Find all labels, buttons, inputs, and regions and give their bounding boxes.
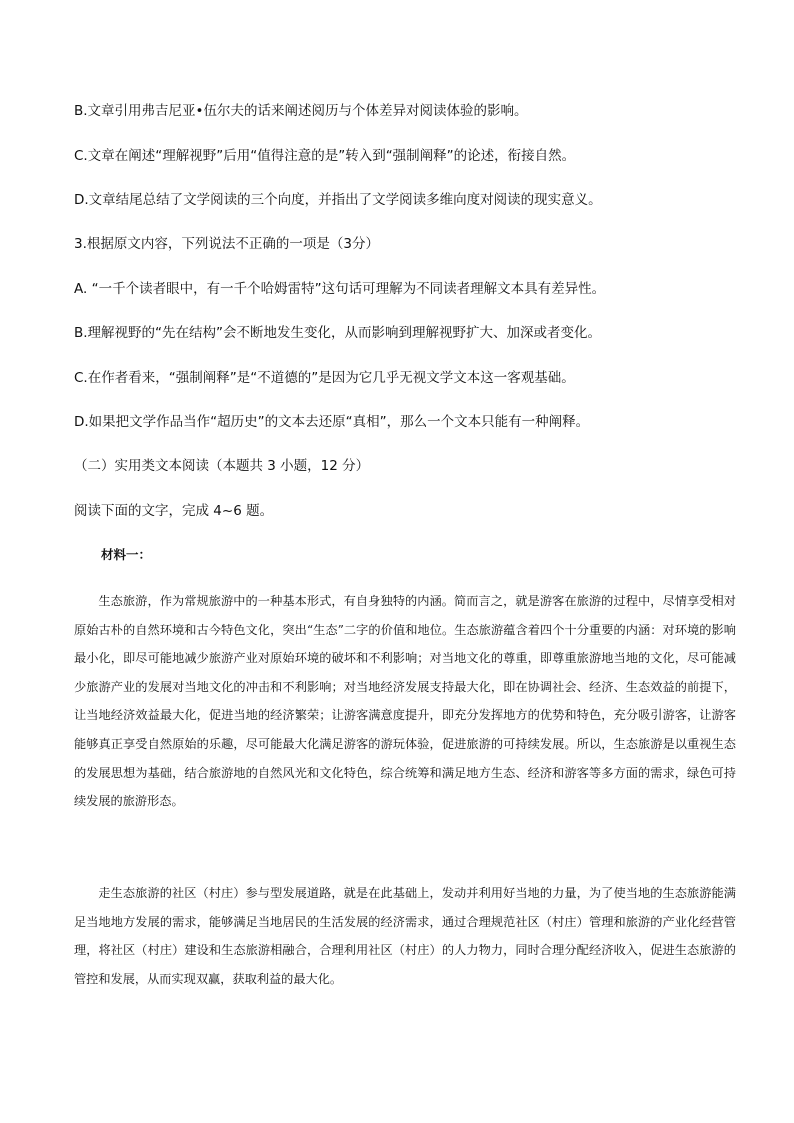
material-paragraph-2: 走生态旅游的社区（村庄）参与型发展道路，就是在此基础上，发动并利用好当地的力量，为了使当地的生态旅游能满足当地地方发展的需求，能够满足当地居民的生活发展的经济需求，通过合理规范社区（村庄）管理和旅游的产业化经营管理，将社区（村庄）建设和生态旅游相融合，合理利用社区（村庄）的人力物力，同时合理分配经济收入，促进生态旅游的管控和发展，从而实现双赢，获取利益的最大化。: [74, 886, 736, 986]
q2-option-b: B.文章引用弗吉尼亚•伍尔夫的话来阐述阅历与个体差异对阅读体验的影响。: [74, 103, 528, 119]
section-heading: （二）实用类文本阅读（本题共 3 小题，12 分）: [74, 458, 370, 474]
material-paragraph-1: 生态旅游，作为常规旅游中的一种基本形式，有自身独特的内涵。简而言之，就是游客在旅游的过程中，尽情享受相对原始古朴的自然环境和古今特色文化，突出“生态”二字的价值和地位。生态旅游蕴含着四个十分重要的内涵：对环境的影响最小化，即尽可能地减少旅游产业对原始环境的破坏和不利影响；对当地文化的尊重，即尊重旅游地当地的文化，尽可能减少旅游产业的发展对当地文化的冲击和不利影响；对当地经济发展支持最大化，即在协调社会、经济、生态效益的前提下，让当地经济效益最大化，促进当地的经济繁荣；让游客满意度提升，即充分发挥地方的优势和特色，充分吸引游客，让游客能够真正享受自然原始的乐趣，尽可能最大化满足游客的游玩体验，促进旅游的可持续发展。所以，生态旅游是以重视生态的发展思想为基础，结合旅游地的自然风光和文化特色，综合统筹和满足地方生态、经济和游客等多方面的需求，绿色可持续发展的旅游形态。: [74, 594, 736, 809]
q3-option-c: C.在作者看来，“强制阐释”是“不道德的”是因为它几乎无视文学文本这一客观基础。: [74, 370, 575, 386]
q3-option-d: D.如果把文学作品当作“超历史”的文本去还原“真相”，那么一个文本只能有一种阐释。: [74, 414, 590, 430]
q3-stem: 3.根据原文内容，下列说法不正确的一项是（3分）: [74, 236, 379, 252]
section-instruction: 阅读下面的文字，完成 4~6 题。: [74, 503, 274, 519]
q3-option-b: B.理解视野的“先在结构”会不断地发生变化，从而影响到理解视野扩大、加深或者变化。: [74, 325, 602, 341]
q2-option-d: D.文章结尾总结了文学阅读的三个向度，并指出了文学阅读多维向度对阅读的现实意义。: [74, 192, 602, 208]
q3-option-a: A. “一千个读者眼中，有一千个哈姆雷特”这句话可理解为不同读者理解文本具有差异性。: [74, 281, 606, 297]
q2-option-c: C.文章在阐述“理解视野”后用“值得注意的是”转入到“强制阐释”的论述，衔接自然。: [74, 148, 576, 164]
material-title: 材料一：: [101, 547, 152, 562]
